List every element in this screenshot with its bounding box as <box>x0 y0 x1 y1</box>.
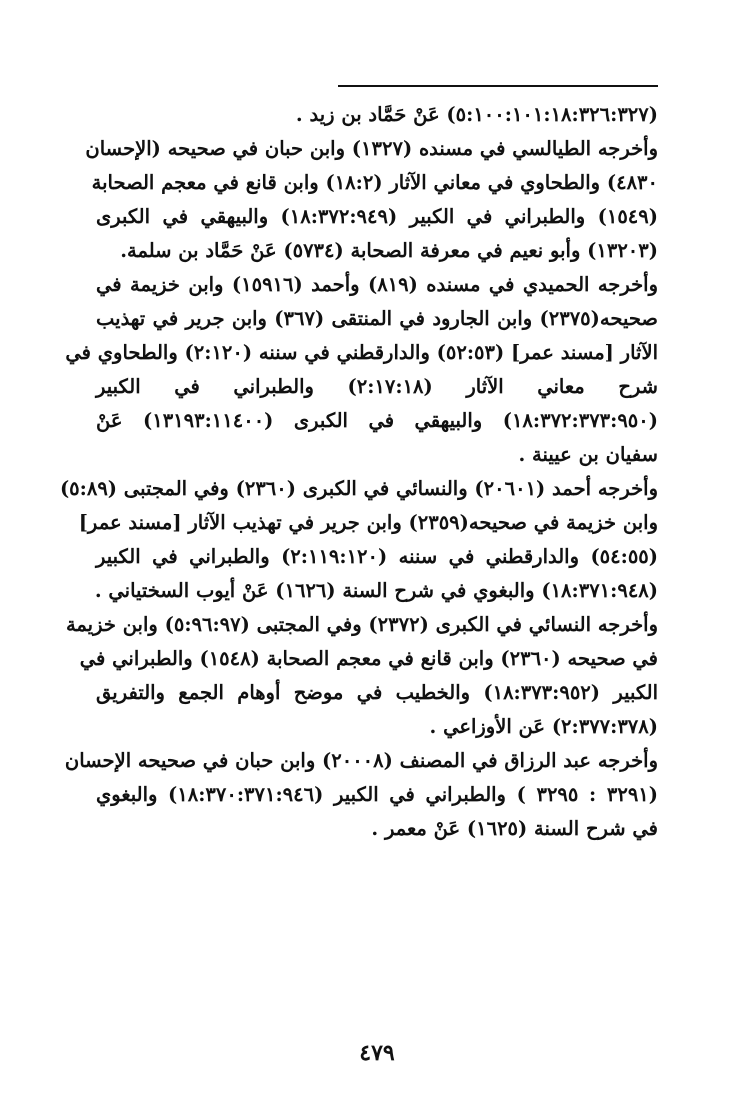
text-line-1: (٥:١٠٠:١٠١:١٨:٣٢٦:٣٢٧) عَنْ حَمَّاد بن زيد . <box>295 103 658 126</box>
text-line-3: ٤٨٣٠) والطحاوي في معاني الآثار (١٨:٢) وابن قانع في معجم الصحابة <box>91 171 658 194</box>
text-line-15: (١٨:٣٧١:٩٤٨) والبغوي في شرح السنة (١٦٢٦) عَنْ أيوب السختياني . <box>94 579 658 602</box>
text-line-17: في صحيحه (٢٣٦٠) وابن قانع في معجم الصحابة (١٥٤٨) والطبراني في <box>79 647 658 670</box>
text-line-20: وأخرجه عبد الرزاق في المصنف (٢٠٠٠٨) وابن حبان في صحيحه الإحسان <box>64 749 658 772</box>
text-line-12: وأخرجه أحمد (٢٠٦٠١) والنسائي في الكبرى (٢٣٦٠) وفي المجتبى (٥:٨٩) <box>59 477 658 500</box>
text-line-14: (٥٤:٥٥) والدارقطني في سننه (٢:١١٩:١٢٠) والطبراني في الكبير <box>96 545 658 568</box>
text-line-9: شرح معاني الآثار (٢:١٧:١٨) والطبراني في الكبير <box>96 375 658 398</box>
text-line-19: (٢:٣٧٧:٣٧٨) عَن الأوزاعي . <box>429 715 658 738</box>
text-line-7: صحيحه(٢٣٧٥) وابن الجارود في المنتقى (٣٦٧) وابن جرير في تهذيب <box>96 307 658 330</box>
text-line-21: (٣٢٩١ : ٣٢٩٥ ) والطبراني في الكبير (١٨:٣٧٠:٣٧١:٩٤٦) والبغوي <box>96 783 659 806</box>
top-rule <box>338 85 658 87</box>
text-line-6: وأخرجه الحميدي في مسنده (٨١٩) وأحمد (١٥٩١٦) وابن خزيمة في <box>96 273 658 296</box>
text-line-13: وابن خزيمة في صحيحه(٢٣٥٩) وابن جرير في تهذيب الآثار [مسند عمر] <box>78 511 658 534</box>
text-line-22: في شرح السنة (١٦٢٥) عَنْ معمر . <box>371 817 658 840</box>
text-line-16: وأخرجه النسائي في الكبرى (٢٣٧٢) وفي المجتبى (٥:٩٦:٩٧) وابن خزيمة <box>65 613 658 636</box>
text-line-11: سفيان بن عيينة . <box>518 443 658 466</box>
text-line-10: (١٨:٣٧٢:٣٧٣:٩٥٠) والبيهقي في الكبرى (١٣١٩٣:١١٤٠٠) عَنْ <box>96 409 658 432</box>
text-line-18: الكبير (١٨:٣٧٣:٩٥٢) والخطيب في موضح أوهام الجمع والتفريق <box>96 681 659 704</box>
body-text <box>59 98 659 846</box>
page-number: ٤٧٩ <box>359 1040 395 1066</box>
text-line-5: (١٣٢٠٣) وأبو نعيم في معرفة الصحابة (٥٧٣٤) عَنْ حَمَّاد بن سلمة. <box>120 239 658 262</box>
text-line-2: وأخرجه الطيالسي في مسنده (١٣٢٧) وابن حبان في صحيحه (الإحسان <box>85 137 658 160</box>
text-line-8: الآثار [مسند عمر] (٥٢:٥٣) والدارقطني في سننه (٢:١٢٠) والطحاوي في <box>65 341 658 364</box>
text-line-4: (١٥٤٩) والطبراني في الكبير (١٨:٣٧٢:٩٤٩) والبيهقي في الكبرى <box>96 205 658 228</box>
